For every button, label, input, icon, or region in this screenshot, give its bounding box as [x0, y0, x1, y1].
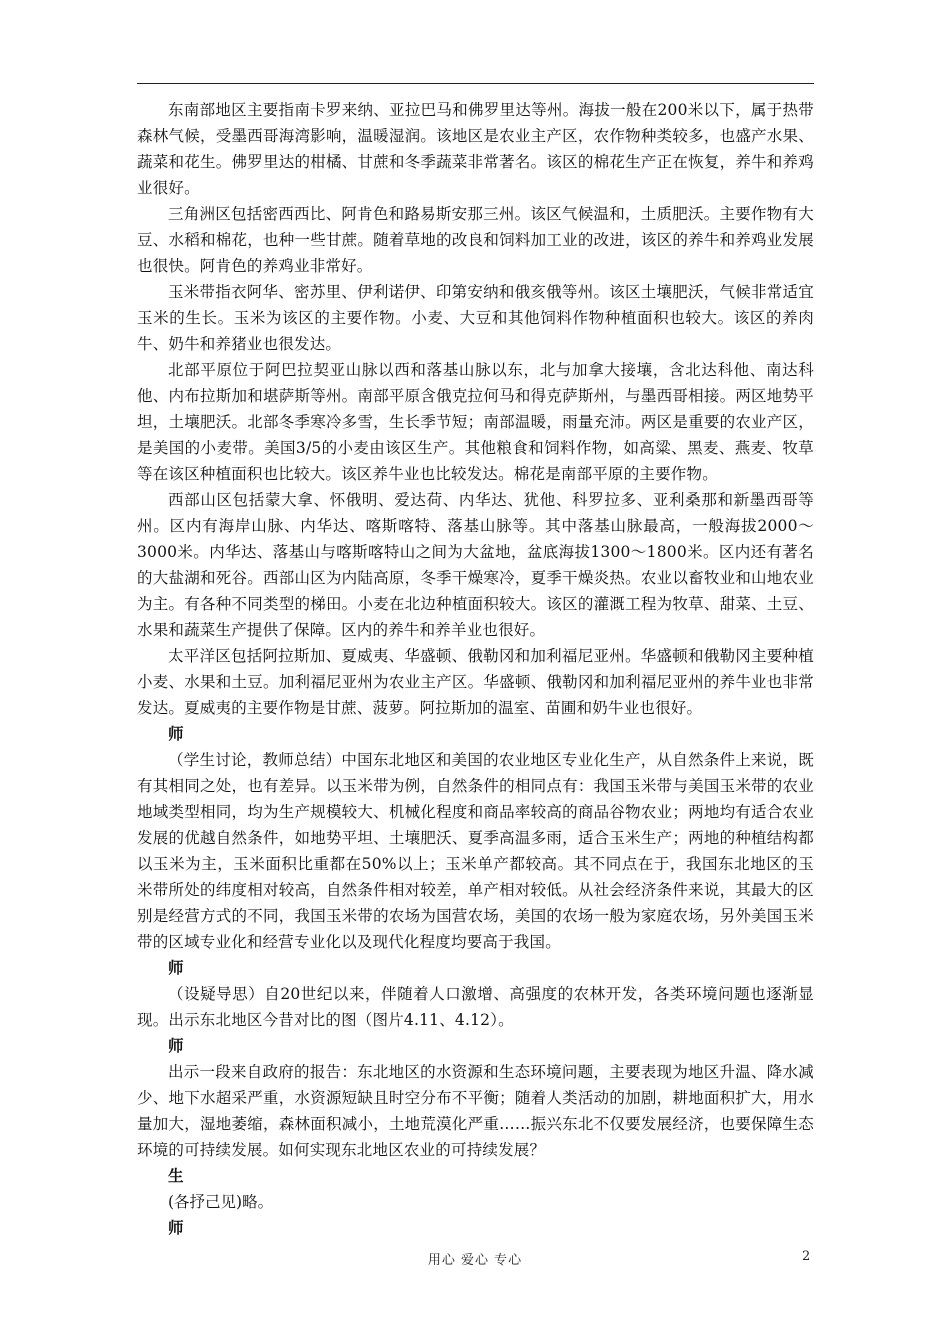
page-footer: 用心 爱心 专心 — [427, 1253, 523, 1268]
dialogue-text: （学生讨论，教师总结）中国东北地区和美国的农业地区专业化生产，从自然条件上来说，既有其相同之处，也有差异。以玉米带为例，自然条件的相同点有：我国玉米带与美国玉米带的农业地域类型相同，均为生产规模较大、机械化程度和商品率较高的商品谷物农业；两地均有适合农业发展的优越自然条件，如地势平坦、土壤肥沃、夏季高温多雨，适合玉米生产；两地的种植结构都以玉米为主，玉米面积比重都在50%以上；玉米单产都较高。其不同点在于，我国东北地区的玉米带所处的纬度相对较高，自然条件相对较差，单产相对较低。从社会经济条件来说，其最大的区别是经营方式的不同，我国玉米带的农场为国营农场，美国的农场一般为家庭农场，另外美国玉米带的区域专业化和经营专业化以及现代化程度均要高于我国。 — [137, 751, 814, 951]
dialogue-text: 出示一段来自政府的报告：东北地区的水资源和生态环境问题，主要表现为地区升温、降水减少、地下水超采严重，水资源短缺且时空分布不平衡；随着人类活动的加剧，耕地面积扩大，用水量加大，湿地萎缩，森林面积减小，土地荒漠化严重……振兴东北不仅要发展经济，也要保障生态环境的可持续发展。如何实现东北地区农业的可持续发展？ — [137, 1063, 814, 1159]
speaker-teacher: 师 — [168, 1036, 184, 1055]
dialogue-text: （设疑导思）自20世纪以来，伴随着人口激增、高强度的农林开发，各类环境问题也逐渐显现。出示东北地区今昔对比的图（图片4.11、4.12）。 — [137, 985, 814, 1029]
paragraph-northern-plains: 北部平原位于阿巴拉契亚山脉以西和落基山脉以东，北与加拿大接壤，含北达科他、南达科他、内布拉斯加和堪萨斯等州。南部平原含俄克拉何马和得克萨斯州，与墨西哥相接。两区地势平坦，土壤肥沃。北部冬季寒冷多雪，生长季节短；南部温暖，雨量充沛。两区是重要的农业产区，是美国的小麦带。美国3/5的小麦由该区生产。其他粮食和饲料作物，如高粱、黑麦、燕麦、牧草等在该区种植面积也比较大。该区养牛业也比较发达。棉花是南部平原的主要作物。 — [137, 361, 814, 483]
speaker-teacher: 师 — [168, 958, 184, 977]
paragraph-pacific: 太平洋区包括阿拉斯加、夏威夷、华盛顿、俄勒冈和加利福尼亚州。华盛顿和俄勒冈主要种植小麦、水果和土豆。加利福尼亚州为农业主产区。华盛顿、俄勒冈和加利福尼亚州的养牛业也非常发达。夏威夷的主要作物是甘蔗、菠萝。阿拉斯加的温室、苗圃和奶牛业也很好。 — [137, 647, 814, 717]
page-number: 2 — [802, 1249, 811, 1264]
paragraph-delta: 三角洲区包括密西西比、阿肯色和路易斯安那三州。该区气候温和，土质肥沃。主要作物有大豆、水稻和棉花，也种一些甘蔗。随着草地的改良和饲料加工业的改进，该区的养牛和养鸡业发展也很快。阿肯色的养鸡业非常好。 — [137, 205, 814, 275]
dialogue-text: (各抒己见)略。 — [168, 1193, 274, 1211]
speaker-teacher: 师 — [168, 1218, 184, 1237]
speaker-student: 生 — [168, 1166, 184, 1185]
page-content — [137, 97, 814, 1241]
paragraph-corn-belt: 玉米带指衣阿华、密苏里、伊利诺伊、印第安纳和俄亥俄等州。该区土壤肥沃，气候非常适宜玉米的生长。玉米为该区的主要作物。小麦、大豆和其他饲料作物种植面积也较大。该区的养肉牛、奶牛和养猪业也很发达。 — [137, 283, 814, 353]
paragraph-western-mountains: 西部山区包括蒙大拿、怀俄明、爱达荷、内华达、犹他、科罗拉多、亚利桑那和新墨西哥等州。区内有海岸山脉、内华达、喀斯喀特、落基山脉等。其中落基山脉最高，一般海拔2000～3000米。内华达、落基山与喀斯喀特山之间为大盆地，盆底海拔1300～1800米。区内还有著名的大盐湖和死谷。西部山区为内陆高原，冬季干燥寒冷，夏季干燥炎热。农业以畜牧业和山地农业为主。有各种不同类型的梯田。小麦在北边种植面积较大。该区的灌溉工程为牧草、甜菜、土豆、水果和蔬菜生产提供了保障。区内的养牛和养羊业也很好。 — [137, 491, 814, 639]
paragraph-southeast: 东南部地区主要指南卡罗来纳、亚拉巴马和佛罗里达等州。海拔一般在200米以下，属于热带森林气候，受墨西哥海湾影响，温暖湿润。该地区是农业主产区，农作物种类较多，也盛产水果、蔬菜和花生。佛罗里达的柑橘、甘蔗和冬季蔬菜非常著名。该区的棉花生产正在恢复，养牛和养鸡业很好。 — [137, 101, 814, 197]
header-rule — [137, 83, 814, 84]
speaker-teacher: 师 — [168, 724, 184, 743]
